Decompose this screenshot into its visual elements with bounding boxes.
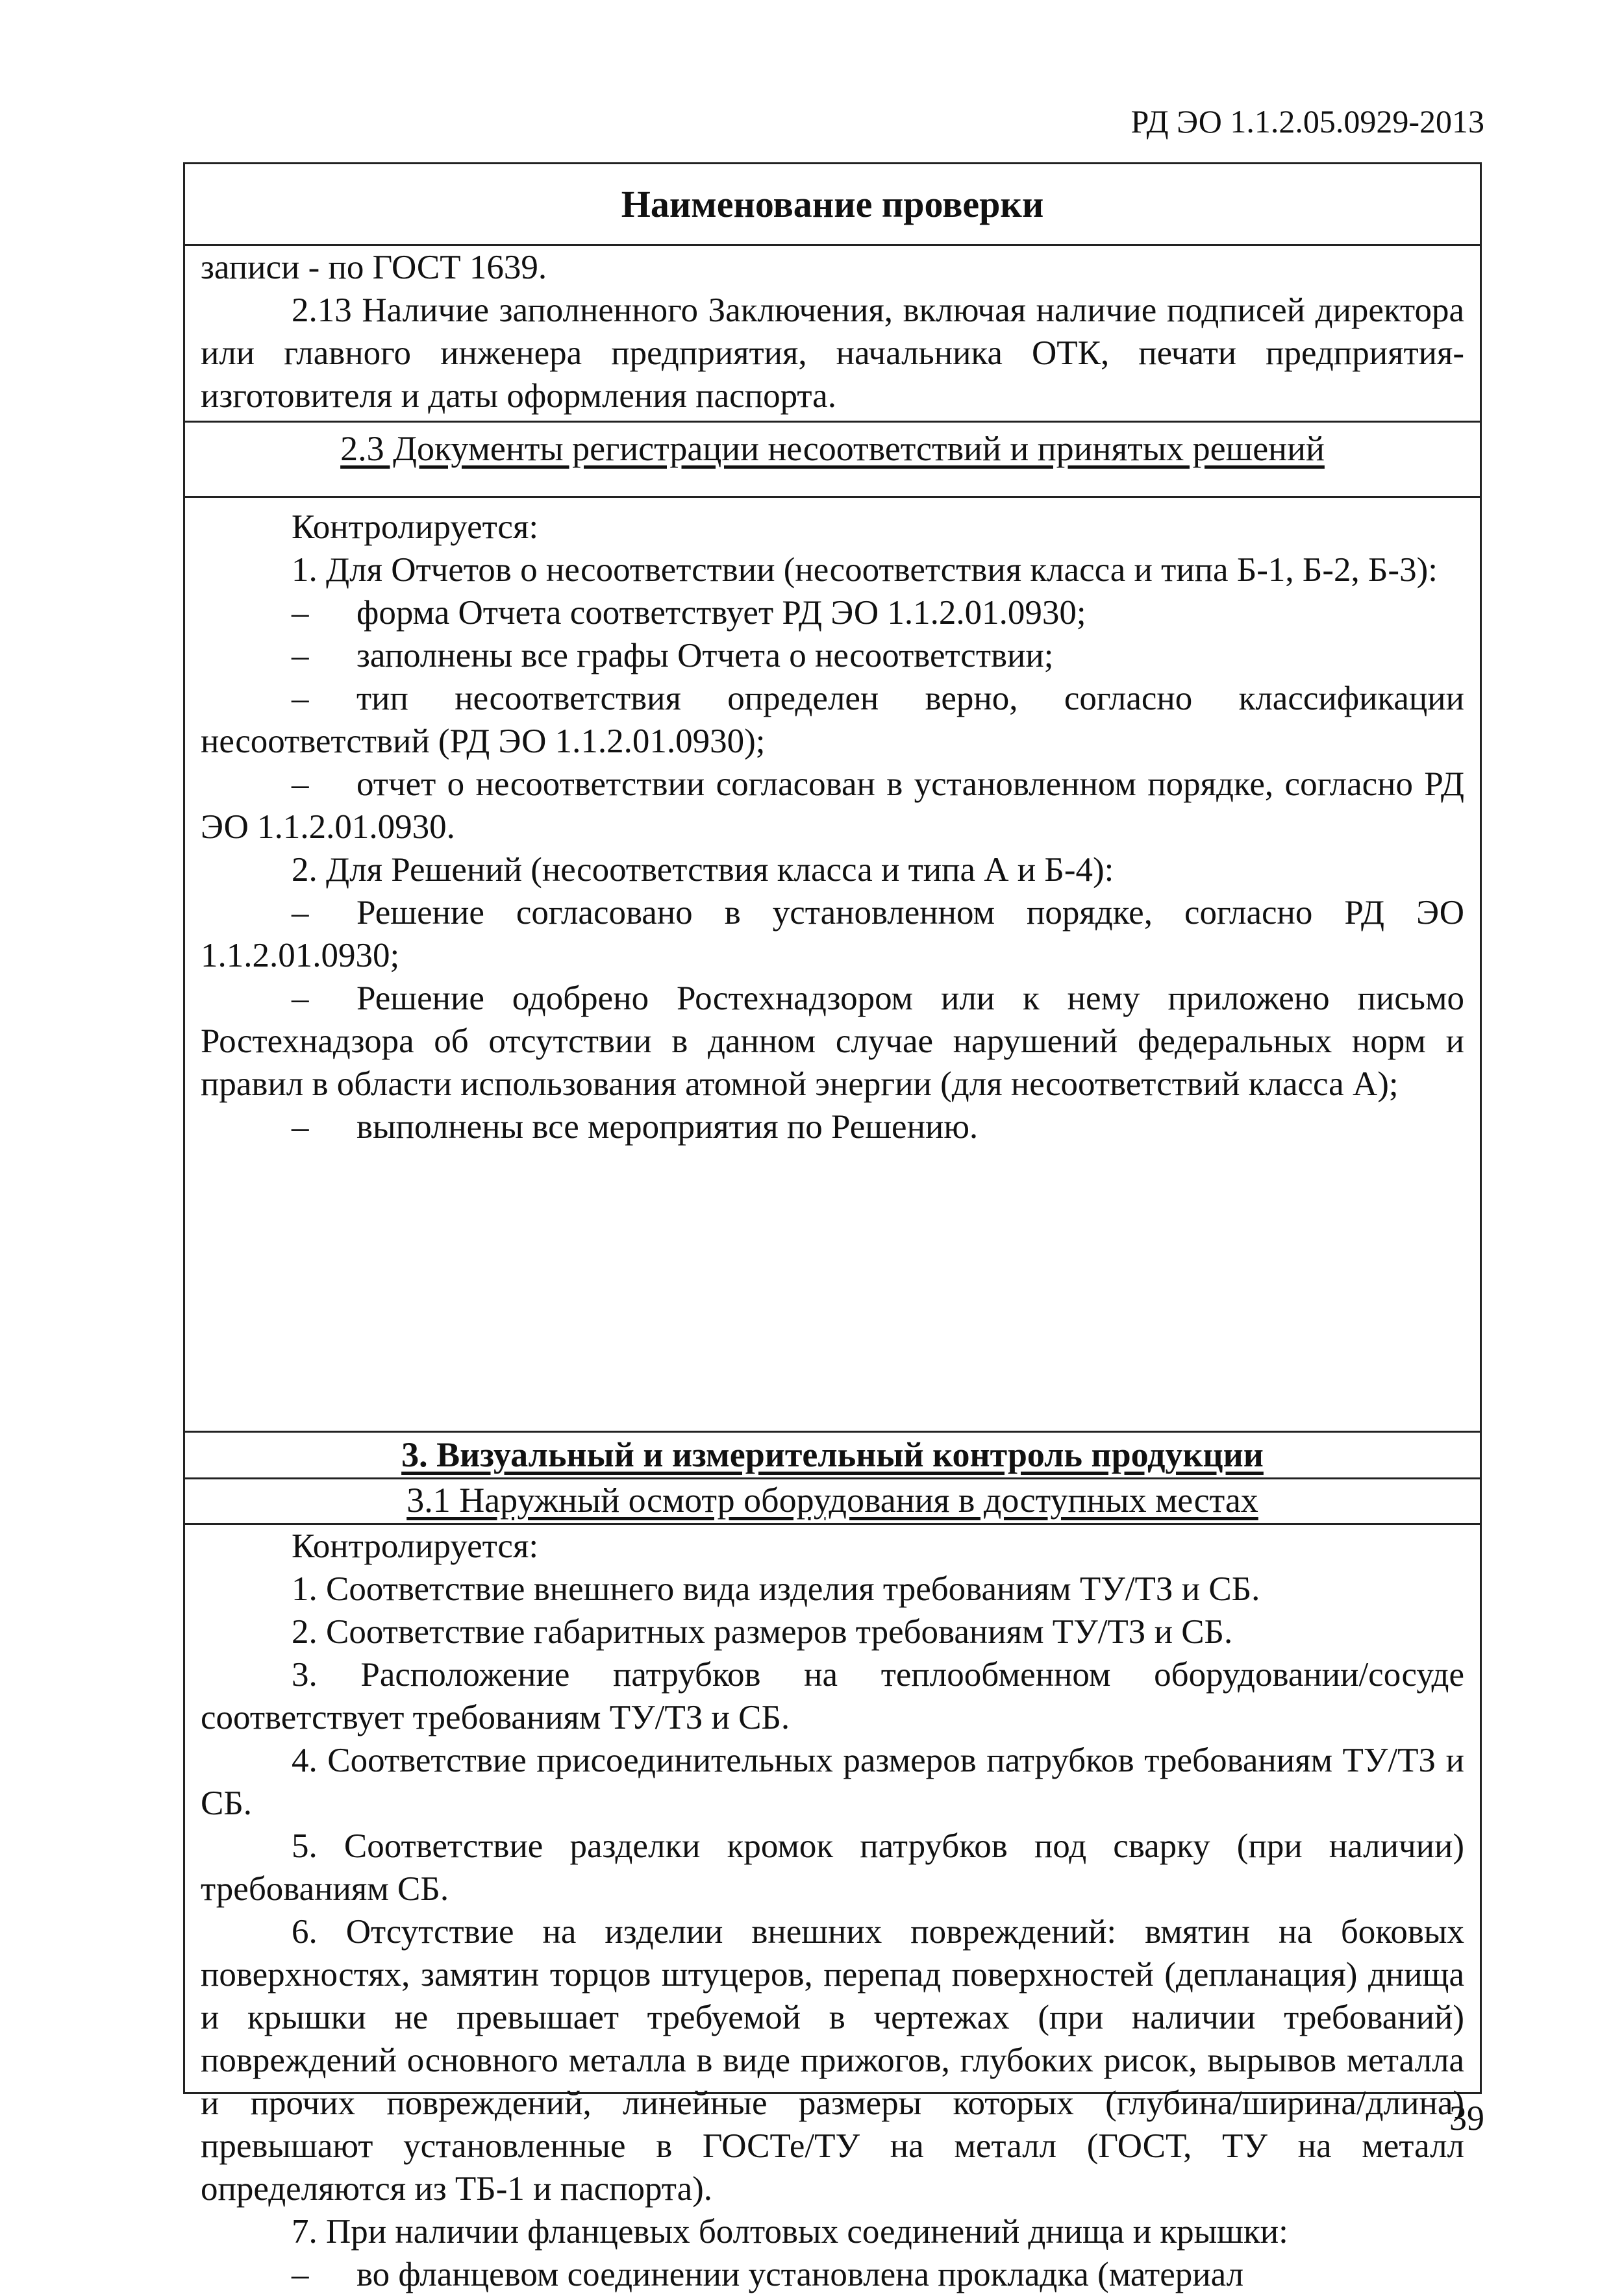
block3-item: 4. Соответствие присоединительных размеров патрубков требованиям ТУ/ТЗ и СБ. (201, 1742, 1464, 1822)
dash-mark: – (292, 1108, 309, 1146)
section-2-3-title: 2.3 Документы регистрации несоответствий и принятых решений (185, 423, 1480, 498)
dash-item (201, 591, 1464, 634)
dash-mark: – (292, 765, 309, 803)
item-2-13: 2.13 Наличие заполненного Заключения, включая наличие подписей директора или главного инженера предприятия, начальника ОТК, печати предприятия-изготовителя и даты оформления паспорта. (201, 291, 1464, 415)
dash-item (201, 763, 1464, 848)
section-3-title: 3. Визуальный и измерительный контроль продукции (185, 1433, 1480, 1479)
dash-item (201, 891, 1464, 977)
block2-intro: Контролируется: (292, 508, 539, 546)
dash-mark: – (292, 2256, 309, 2293)
block2-item2: 2. Для Решений (несоответствия класса и типа А и Б-4): (292, 851, 1114, 889)
table-row-block1 (185, 246, 1480, 423)
dash-item-text: Решение одобрено Ростехнадзором или к нему приложено письмо Ростехнадзора об отсутствии в данном случае нарушений федеральных норм и правил в области использования атомной энергии (для несоответствий класса А); (201, 980, 1464, 1103)
block2-item1: 1. Для Отчетов о несоответствии (несоответствия класса и типа Б-1, Б-2, Б-3): (292, 551, 1438, 589)
inspection-table (183, 162, 1482, 2293)
block3-item: 3. Расположение патрубков на теплообменном оборудовании/сосуде соответствует требованиям ТУ/ТЗ и СБ. (201, 1656, 1464, 1736)
section-3-1-title: 3.1 Наружный осмотр оборудования в доступных местах (185, 1479, 1480, 1525)
block3-item: 2. Соответствие габаритных размеров требованиям ТУ/ТЗ и СБ. (292, 1613, 1233, 1651)
dash-item (201, 634, 1464, 677)
block3-intro: Контролируется: (292, 1527, 539, 1565)
table-column-header: Наименование проверки (185, 164, 1480, 246)
dash-mark: – (292, 637, 309, 674)
document-code: РД ЭО 1.1.2.05.0929-2013 (1130, 103, 1484, 140)
block3-item: 1. Соответствие внешнего вида изделия требованиям ТУ/ТЗ и СБ. (292, 1570, 1260, 1608)
block3-item: 5. Соответствие разделки кромок патрубков под сварку (при наличии) требованиям СБ. (201, 1827, 1464, 1908)
dash-mark: – (292, 594, 309, 632)
block3-item: 7. При наличии фланцевых болтовых соединений днища и крышки: (292, 2213, 1288, 2251)
block1-line1: записи - по ГОСТ 1639. (201, 249, 547, 286)
dash-mark: – (292, 894, 309, 932)
block3-item: 6. Отсутствие на изделии внешних повреждений: вмятин на боковых поверхностях, замятин торцов штуцеров, перепад поверхностей (депланация) днища и крышки не превышает требуемой в чертежах (при наличии требований) повреждений основного металла в виде прижогов, глубоких рисок, вырывов металла и прочих повреждений, линейные размеры которых (глубина/ширина/длина) превышают установленные в ГОСТе/ТУ на металл (ГОСТ, ТУ на металл определяются из ТБ-1 и паспорта). (201, 1913, 1464, 2208)
page-number: 39 (1449, 2099, 1484, 2138)
dash-item-text: тип несоответствия определен верно, согласно классификации несоответствий (РД ЭО 1.1.2.01.0930); (201, 680, 1464, 760)
dash-item-text: форма Отчета соответствует РД ЭО 1.1.2.01.0930; (356, 594, 1086, 632)
dash-mark: – (292, 980, 309, 1017)
dash-item (201, 977, 1464, 1105)
dash-item-text: отчет о несоответствии согласован в установленном порядке, согласно РД ЭО 1.1.2.01.0930. (201, 765, 1464, 846)
dash-item (201, 677, 1464, 763)
dash-item-text: выполнены все мероприятия по Решению. (356, 1108, 979, 1146)
dash-item-text: во фланцевом соединении установлена прокладка (материал (356, 2256, 1244, 2293)
table-row-block2 (185, 498, 1480, 1433)
dash-item (201, 1105, 1464, 1148)
dash-item (201, 2253, 1464, 2296)
dash-item-text: Решение согласовано в установленном порядке, согласно РД ЭО 1.1.2.01.0930; (201, 894, 1464, 974)
dash-mark: – (292, 680, 309, 717)
dash-item-text: заполнены все графы Отчета о несоответствии; (356, 637, 1054, 674)
